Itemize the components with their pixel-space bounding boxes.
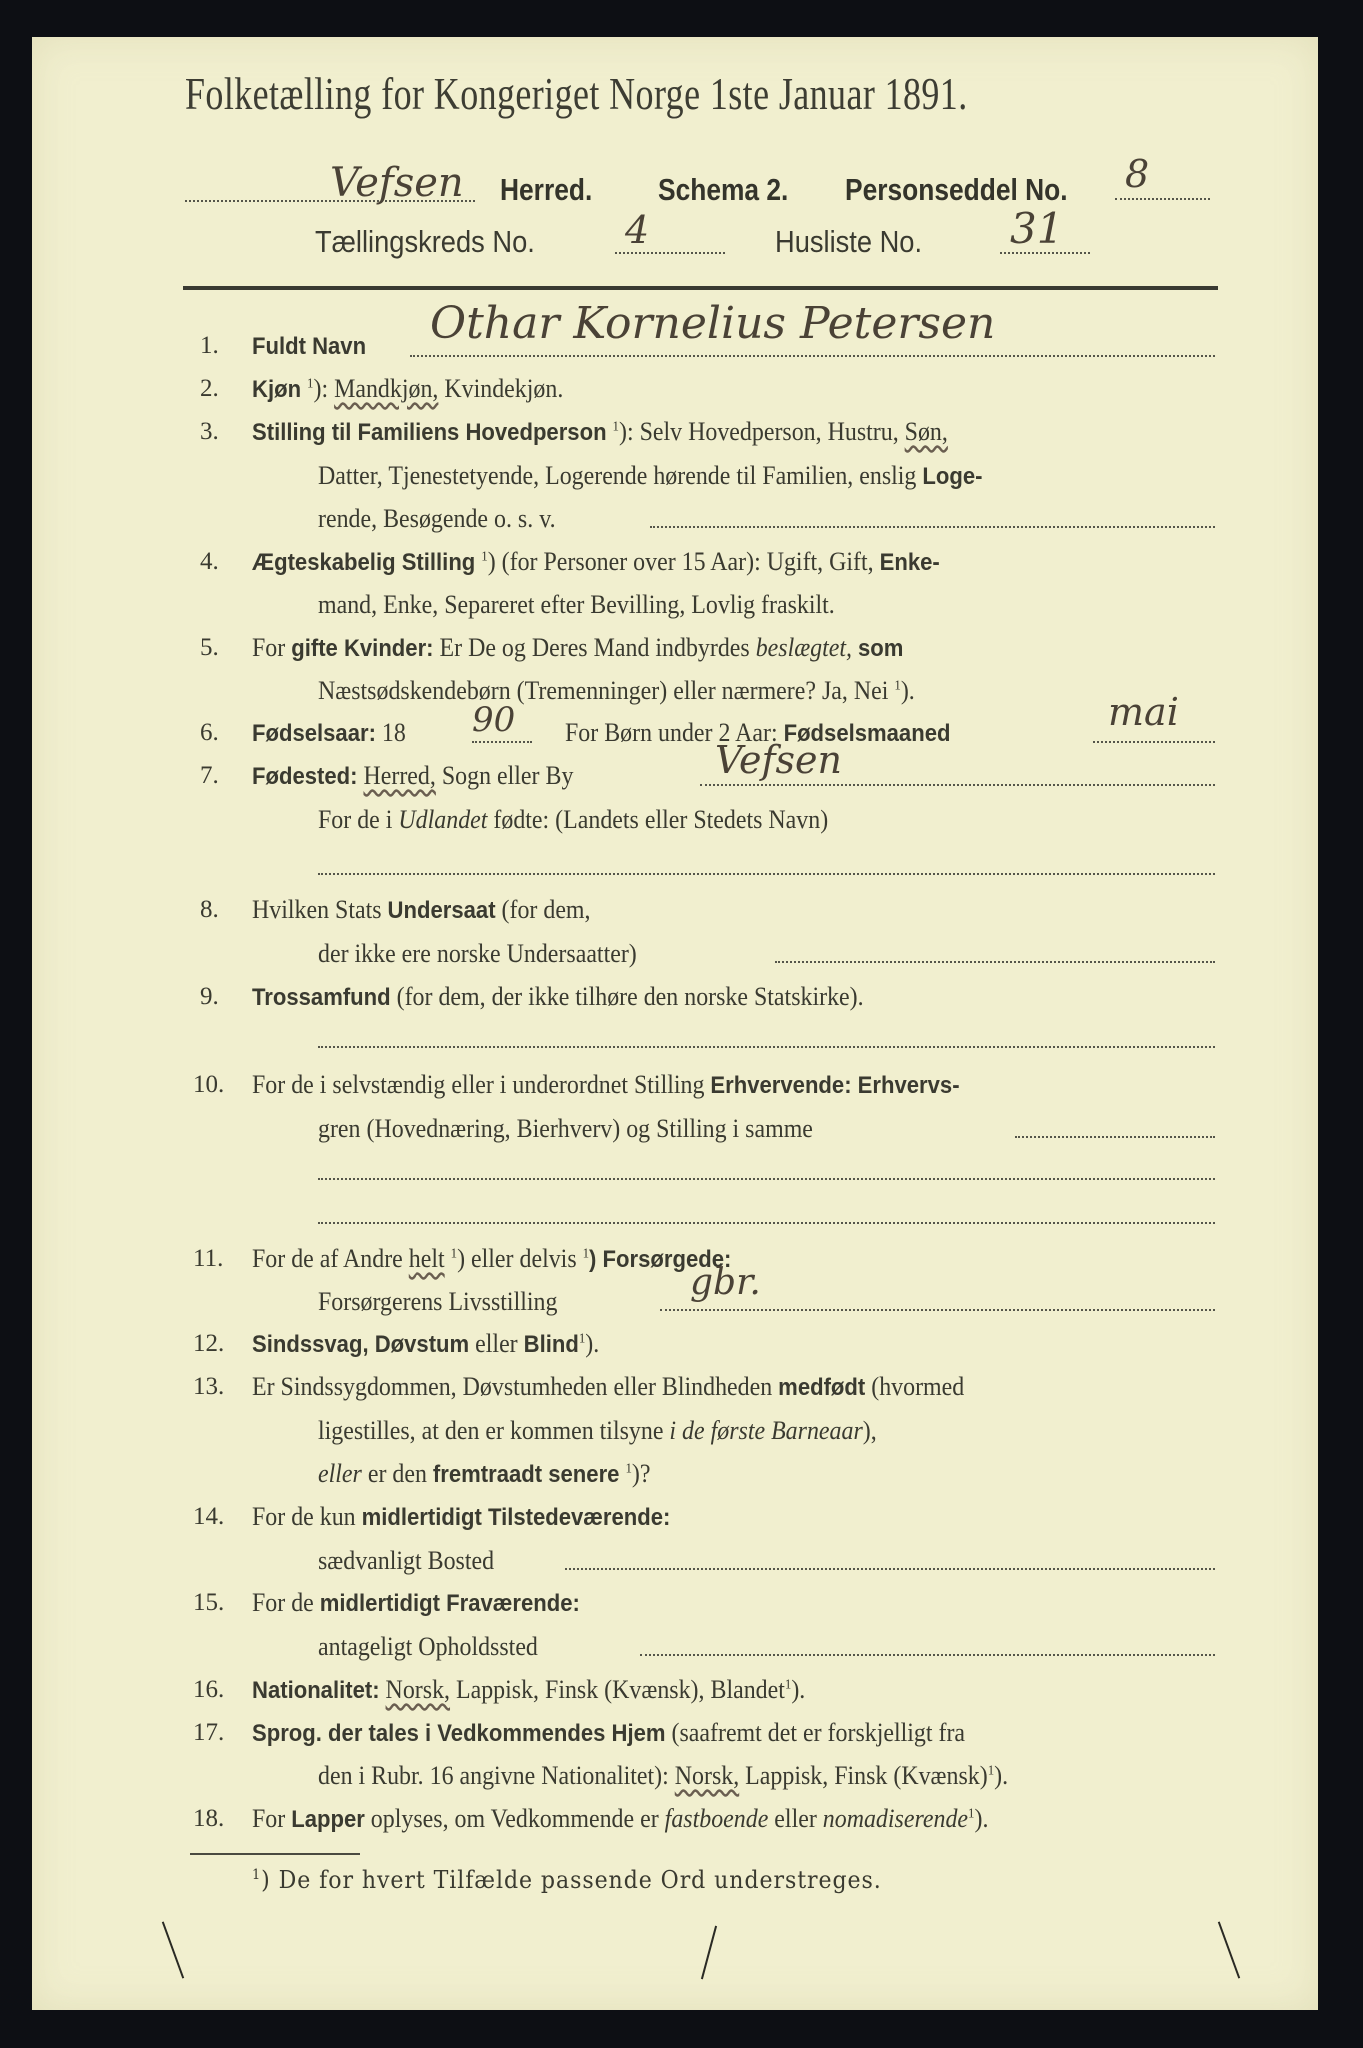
q13-line2-pre: ligestilles, at den er kommen tilsyne: [318, 1416, 664, 1445]
q10-dotted-line-2: [318, 1178, 1215, 1180]
q18-mid2: eller: [774, 1804, 817, 1833]
q13-line3-italic: eller: [318, 1459, 362, 1488]
q16-rest: Lappisk, Finsk (Kvænsk), Blandet: [455, 1675, 785, 1704]
taellingskreds-number-handwritten: 4: [625, 208, 650, 252]
q7-birthplace-handwritten: Vefsen: [715, 738, 842, 782]
q4-options: ) (for Personer over 15 Aar): Ugift, Gift,: [487, 547, 874, 576]
q4-line1: [252, 547, 940, 577]
q6-label: Fødselsaar:: [252, 720, 376, 747]
q13-line3-end: )?: [631, 1459, 651, 1488]
q17-bold: Sprog. der tales i Vedkommendes Hjem: [252, 1720, 666, 1747]
q12-bold2: Blind: [523, 1331, 579, 1358]
q18-pre: For: [252, 1804, 286, 1833]
q15-bold: midlertidigt Fraværende:: [319, 1590, 580, 1617]
q7-foreign-dotted-line: [318, 873, 1215, 875]
q8-number: 8.: [200, 896, 219, 923]
q3-label: Stilling til Familiens Hovedperson: [252, 419, 607, 446]
herred-handwritten: Vefsen: [330, 160, 464, 206]
q14-dotted-line: [565, 1568, 1215, 1570]
q6-label2: Fødselsmaaned: [783, 720, 951, 747]
q2-option-kvindekjon: Kvindekjøn.: [444, 374, 564, 403]
q11-bold: ) Forsørgede:: [589, 1246, 732, 1273]
q14-bold: midlertidigt Tilstedeværende:: [361, 1504, 671, 1531]
q1-name-handwritten: Othar Kornelius Petersen: [430, 298, 996, 349]
q13-line3-bold: fremtraadt senere: [432, 1461, 620, 1488]
q13-line1: [252, 1372, 964, 1402]
q18-end: ).: [974, 1804, 989, 1833]
q5-bold2: som: [858, 635, 904, 662]
q5-line1: [252, 633, 903, 663]
q7-line2: [318, 805, 828, 835]
q7-line2-rest: fødte: (Landets eller Stedets Navn): [493, 805, 829, 834]
q9-line: [252, 982, 864, 1012]
q5-italic: beslægtet,: [755, 633, 853, 662]
q17-line1: [252, 1718, 965, 1748]
q8-pre: Hvilken Stats: [252, 895, 382, 924]
husliste-label: Husliste No.: [775, 224, 923, 259]
q6-mid: For Børn under 2 Aar:: [565, 718, 778, 747]
q3-line2: [318, 461, 982, 491]
q12-mid: eller: [475, 1329, 518, 1358]
q13-pre: Er Sindssygdommen, Døvstumheden eller Blindheden: [252, 1372, 773, 1401]
q3-line3: rende, Besøgende o. s. v.: [318, 504, 556, 533]
q6-year-prefix: 18: [381, 718, 406, 747]
q18-italic2: nomadiserende: [822, 1804, 969, 1833]
q5-mid: Er De og Deres Mand indbyrdes: [439, 633, 750, 662]
q3-options: ): Selv Hovedperson, Hustru,: [618, 417, 899, 446]
q2-line: [252, 374, 563, 404]
q8-dotted-line: [775, 961, 1215, 963]
q3-dotted-line: [650, 526, 1215, 528]
q15-dotted-line: [640, 1654, 1215, 1656]
footnote: [252, 1866, 882, 1894]
q17-option-norsk: Norsk,: [674, 1761, 740, 1790]
q5-number: 5.: [200, 634, 219, 661]
q10-dotted-line-1: [1015, 1136, 1215, 1138]
q9-number: 9.: [200, 983, 219, 1010]
q5-footnote-mark: 1: [894, 678, 901, 694]
q15-number: 15.: [193, 1589, 225, 1616]
q10-number: 10.: [193, 1071, 225, 1098]
q14-number: 14.: [193, 1503, 225, 1530]
q4-footnote-mark: 1: [481, 549, 488, 565]
q11-line1: [252, 1244, 731, 1274]
q4-line2: mand, Enke, Separeret efter Bevilling, Lovlig fraskilt.: [318, 590, 835, 619]
form-title: Folketælling for Kongeriget Norge 1ste Januar 1891.: [185, 69, 968, 119]
q6-year-dotted-line: [472, 741, 532, 743]
q18-footnote-mark: 1: [968, 1806, 975, 1822]
q6-number: 6.: [200, 719, 219, 746]
personseddel-label: Personseddel No.: [845, 172, 1068, 207]
q15-line2: antageligt Opholdssted: [318, 1632, 538, 1661]
q8-line1: [252, 895, 591, 925]
q3-line2-text: Datter, Tjenestetyende, Logerende hørende til Familien, enslig: [318, 461, 917, 490]
footnote-text: ) De for hvert Tilfælde passende Ord understreges.: [261, 1866, 882, 1894]
q1-number: 1.: [200, 332, 219, 359]
personseddel-dotted-line: [1115, 198, 1210, 200]
footnote-mark: 1: [252, 1867, 262, 1883]
q3-option-son: Søn,: [904, 417, 948, 446]
q6-line: [252, 718, 406, 748]
q2-label: Kjøn: [252, 376, 302, 403]
q13-rest: (hvormed: [871, 1372, 965, 1401]
footnote-rule: [190, 1853, 360, 1855]
q3-number: 3.: [200, 418, 219, 445]
herred-label: Herred.: [500, 172, 593, 207]
q9-bold: Trossamfund: [252, 984, 391, 1011]
q15-line1: [252, 1588, 580, 1618]
q14-line1: [252, 1502, 670, 1532]
q13-line3-pre: er den: [367, 1459, 427, 1488]
q1-dotted-line: [410, 355, 1215, 357]
personseddel-number-handwritten: 8: [1125, 152, 1150, 196]
header-rule: [183, 286, 1218, 290]
q7-line1: [252, 761, 573, 791]
q3-line1: [252, 417, 948, 447]
q8-line2: der ikke ere norske Undersaatter): [318, 939, 637, 968]
q17-end: ).: [994, 1761, 1009, 1790]
q17-line2: [318, 1761, 1008, 1791]
q10-bold: Erhvervende: Erhvervs-: [710, 1072, 960, 1099]
q4-label: Ægteskabelig Stilling: [252, 549, 476, 576]
q3-line2-bold: Loge-: [922, 463, 983, 490]
q16-footnote-mark: 1: [784, 1677, 792, 1693]
q7-dotted-line: [700, 784, 1215, 786]
q5-line2-end: ).: [900, 676, 915, 705]
q8-rest: (for dem,: [501, 895, 591, 924]
q12-end: ).: [585, 1329, 600, 1358]
q5-line2: [318, 676, 915, 706]
q13-line2-end: ),: [862, 1416, 877, 1445]
taellingskreds-dotted-line: [615, 252, 725, 254]
q11-livsstilling-handwritten: gbr.: [690, 1262, 761, 1303]
q16-option-norsk: Norsk,: [385, 1675, 451, 1704]
q18-italic1: fastboende: [664, 1804, 769, 1833]
q18-mid: oplyses, om Vedkommende er: [370, 1804, 659, 1833]
q11-mid: ) eller delvis: [457, 1244, 577, 1273]
q12-footnote-mark: 1: [578, 1331, 586, 1347]
q13-bold: medfødt: [778, 1374, 866, 1401]
schema-label: Schema 2.: [658, 172, 789, 207]
q16-end: ).: [791, 1675, 806, 1704]
q10-pre: For de i selvstændig eller i underordnet Stilling: [252, 1070, 705, 1099]
q16-number: 16.: [193, 1676, 225, 1703]
q7-line2-pre: For de i: [318, 805, 393, 834]
q7-line2-italic: Udlandet: [398, 805, 488, 834]
q16-bold: Nationalitet:: [252, 1677, 380, 1704]
q12-number: 12.: [193, 1330, 225, 1357]
q6-month-dotted-line: [1093, 741, 1215, 743]
q5-pre: For: [252, 633, 286, 662]
q2-colon: ):: [313, 374, 329, 403]
q15-pre: For de: [252, 1588, 314, 1617]
q17-footnote-mark: 1: [987, 1763, 995, 1779]
q12-line: [252, 1329, 599, 1359]
q18-line: [252, 1804, 988, 1834]
q9-rest: (for dem, der ikke tilhøre den norske Statskirke).: [396, 982, 864, 1011]
q8-bold: Undersaat: [387, 897, 496, 924]
q11-dotted-line: [660, 1309, 1215, 1311]
q7-number: 7.: [200, 762, 219, 789]
q11-line2: Forsørgerens Livsstilling: [318, 1287, 558, 1316]
husliste-number-handwritten: 31: [1010, 204, 1064, 253]
q13-line2-italic: i de første Barneaar: [669, 1416, 863, 1445]
q13-number: 13.: [193, 1373, 225, 1400]
q11-pre: For de af Andre: [252, 1244, 403, 1273]
q4-bold-end: Enke-: [879, 549, 940, 576]
q3-footnote-mark: 1: [612, 419, 619, 435]
q14-pre: For de kun: [252, 1502, 356, 1531]
q7-label: Fødested:: [252, 763, 358, 790]
q10-line2: gren (Hovednæring, Bierhverv) og Stilling i samme: [318, 1114, 813, 1143]
q17-line2-rest: Lappisk, Finsk (Kvænsk): [745, 1761, 988, 1790]
q2-option-mandkjon: Mandkjøn,: [334, 374, 439, 403]
q18-number: 18.: [193, 1805, 225, 1832]
q11-footnote-mark: 1: [450, 1246, 458, 1262]
q11-footnote-mark-2: 1: [582, 1246, 590, 1262]
q12-bold1: Sindssvag, Døvstum: [252, 1331, 470, 1358]
q4-number: 4.: [200, 548, 219, 575]
taellingskreds-label: Tællingskreds No.: [315, 224, 535, 259]
q17-rest: (saafremt det er forskjelligt fra: [671, 1718, 966, 1747]
q1-label: Fuldt Navn: [252, 333, 367, 360]
q17-number: 17.: [193, 1719, 225, 1746]
q6-year-handwritten: 90: [472, 700, 516, 740]
q5-bold1: gifte Kvinder:: [291, 635, 434, 662]
q10-line1: [252, 1070, 960, 1100]
q16-line: [252, 1675, 805, 1705]
q13-line2: [318, 1416, 877, 1446]
q6-month-handwritten: mai: [1108, 690, 1179, 734]
q5-line2-text: Næstsødskendebørn (Tremenninger) eller nærmere? Ja, Nei: [318, 676, 889, 705]
q7-rest: Sogn eller By: [441, 761, 574, 790]
q17-line2-pre: den i Rubr. 16 angivne Nationalitet):: [318, 1761, 669, 1790]
q14-line2: sædvanligt Bosted: [318, 1546, 495, 1575]
q18-bold: Lapper: [291, 1806, 365, 1833]
q11-number: 11.: [193, 1245, 224, 1272]
q11-option-helt: helt: [408, 1244, 445, 1273]
q10-dotted-line-3: [318, 1222, 1215, 1224]
q2-number: 2.: [200, 375, 219, 402]
q7-option-herred: Herred,: [363, 761, 436, 790]
q13-footnote-mark: 1: [625, 1461, 632, 1477]
q13-line3: [318, 1459, 650, 1489]
q9-dotted-line: [318, 1046, 1215, 1048]
q2-footnote-mark: 1: [307, 376, 314, 392]
